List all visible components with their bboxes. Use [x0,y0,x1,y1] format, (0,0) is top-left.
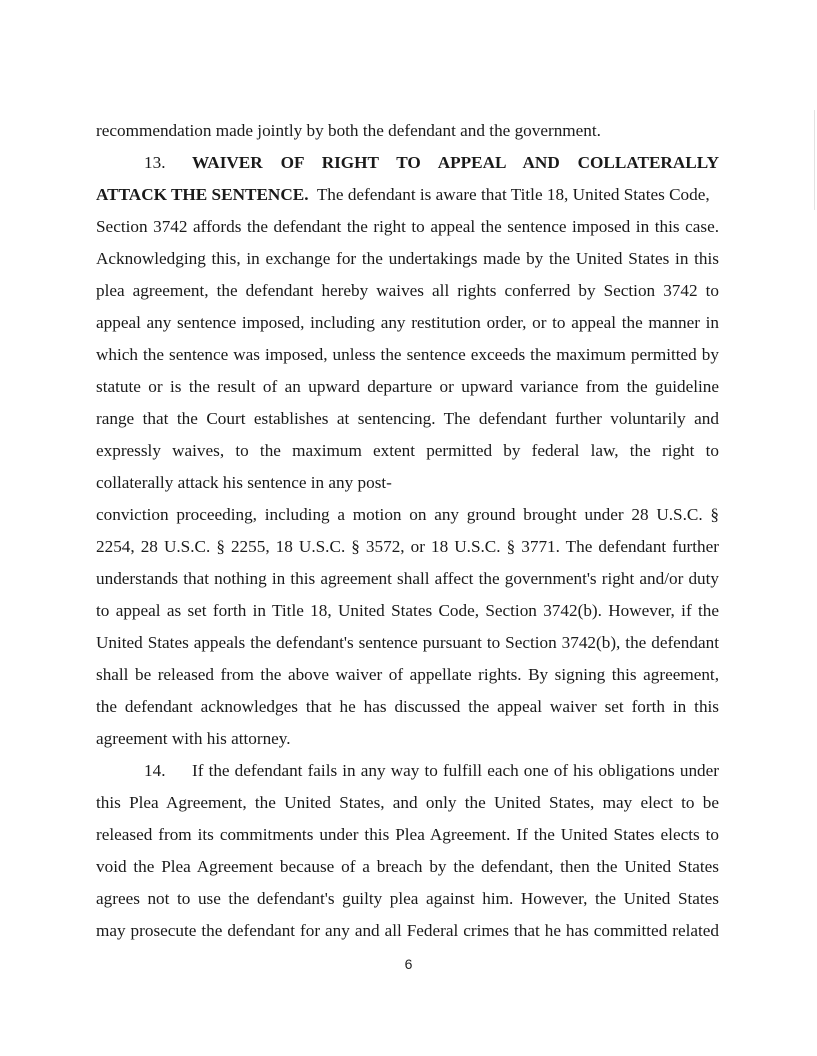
text-line: expressly waives, to the maximum extent permitted by federal law, the right to [96,441,719,460]
text-line [96,185,710,205]
text-line: may prosecute the defendant for any and all Federal crimes that he has committed related [96,921,719,940]
text-line: understands that nothing in this agreement shall affect the government's right and/or duty [96,569,719,588]
text-line: this Plea Agreement, the United States, and only the United States, may elect to be [96,793,719,812]
text-line: United States appeals the defendant's sentence pursuant to Section 3742(b), the defendant [96,633,719,652]
text-line: agrees not to use the defendant's guilty plea against him. However, the United States [96,889,719,908]
text-line: void the Plea Agreement because of a breach by the defendant, then the United States [96,857,719,876]
text-line: released from its commitments under this Plea Agreement. If the United States elects to [96,825,719,844]
text-line: Acknowledging this, in exchange for the undertakings made by the United States in this [96,249,719,268]
text-line: recommendation made jointly by both the defendant and the government. [96,121,601,140]
text-line: shall be released from the above waiver of appellate rights. By signing this agreement, [96,665,719,684]
paragraph-number: 14. [144,761,166,780]
text-line: collaterally attack his sentence in any post- [96,473,392,492]
section-heading: WAIVER OF RIGHT TO APPEAL AND COLLATERALLY [192,153,719,172]
text-line: appeal any sentence imposed, including any restitution order, or to appeal the manner in [96,313,719,332]
text-line: statute or is the result of an upward departure or upward variance from the guideline [96,377,719,396]
page-number: 6 [404,956,413,972]
text-line: the defendant acknowledges that he has discussed the appeal waiver set forth in this [96,697,719,716]
text-segment: The defendant is aware that Title 18, United States Code, [316,185,710,204]
text-line: which the sentence was imposed, unless the sentence exceeds the maximum permitted by [96,345,719,364]
text-line: to appeal as set forth in Title 18, United States Code, Section 3742(b). However, if the [96,601,719,620]
paragraph-number: 13. [144,153,166,172]
text-line: range that the Court establishes at sentencing. The defendant further voluntarily and [96,409,719,428]
text-line: conviction proceeding, including a motion on any ground brought under 28 U.S.C. § [96,505,719,524]
text-line: plea agreement, the defendant hereby waives all rights conferred by Section 3742 to [96,281,719,300]
text-line: 2254, 28 U.S.C. § 2255, 18 U.S.C. § 3572, or 18 U.S.C. § 3771. The defendant further [96,537,719,556]
paragraph-first-line: If the defendant fails in any way to fulfill each one of his obligations under [192,761,719,780]
text-line: Section 3742 affords the defendant the right to appeal the sentence imposed in this case. [96,217,719,236]
text-line: agreement with his attorney. [96,729,291,748]
scan-edge-mark [814,110,815,210]
section-heading-continued: ATTACK THE SENTENCE. [96,185,309,204]
